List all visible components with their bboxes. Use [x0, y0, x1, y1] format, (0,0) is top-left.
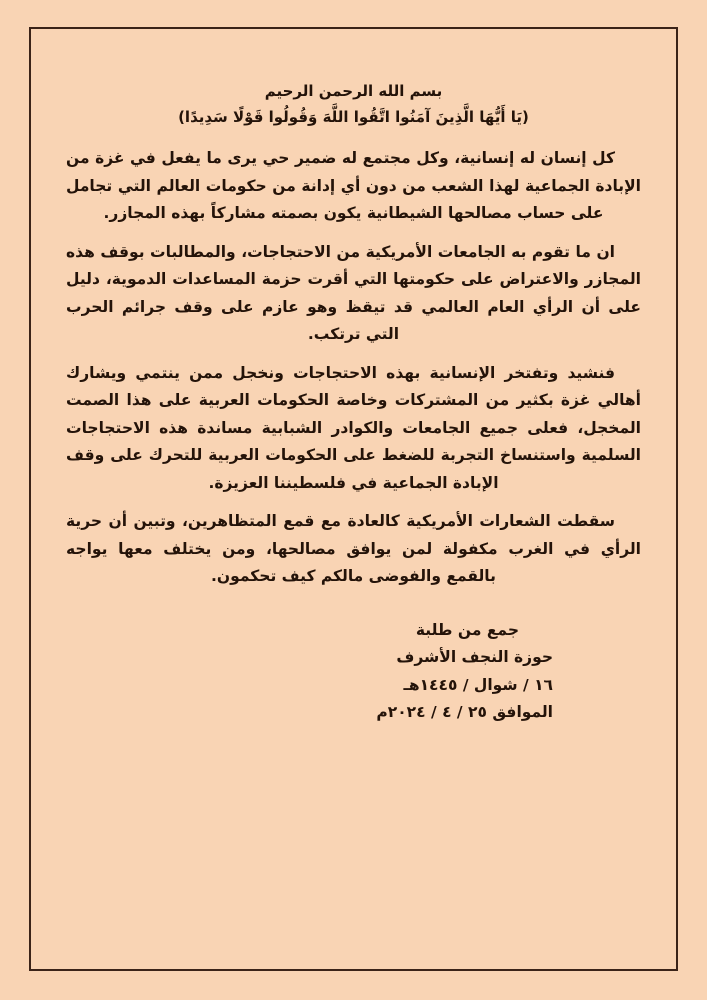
document-body: [66, 145, 641, 591]
quranic-verse-line: (يَا أَيُّهَا الَّذِينَ آمَنُوا اتَّقُوا اللَّهَ وَقُولُوا قَوْلًا سَدِيدًا): [178, 108, 529, 126]
body-paragraph-4: سقطت الشعارات الأمريكية كالعادة مع قمع المتظاهرين، وتبين أن حرية الرأي في الغرب مكفولة لمن يوافق مصالحها، ومن يختلف معها يواجه بالقمع والفوضى مالكم كيف تحكمون.: [66, 512, 641, 585]
body-paragraph-3: فنشيد وتفتخر الإنسانية بهذه الاحتجاجات ونخجل ممن ينتمي ويشارك أهالي غزة بكثير من المشتركات وخاصة الحكومات العربية على هذا الصمت المخجل، فعلى جميع الجامعات والكوادر الشبابية مساندة هذه الاحتجاجات السلمية واستنساخ التجربة للضغط على الحكومات العربية للتحرك على وقف الإبادة الجماعية في فلسطيننا العزيزة.: [66, 363, 641, 492]
signature-author: جمع من طلبة: [415, 620, 519, 639]
signature-block: [66, 617, 553, 727]
signature-institution: حوزة النجف الأشرف: [396, 648, 553, 666]
signature-gregorian-date: الموافق ٢٥ / ٤ / ٢٠٢٤م: [376, 703, 553, 721]
document-content: [66, 78, 641, 727]
body-paragraph-2: ان ما تقوم به الجامعات الأمريكية من الاحتجاجات، والمطالبات بوقف هذه المجازر والاعتراض على حكومتها التي أقرت حزمة المساعدات الدموية، دليل على أن الرأي العام العالمي قد تيقظ وهو عازم على وقف جرائم الحرب التي ترتكب.: [66, 242, 641, 343]
document-header: [66, 78, 641, 131]
basmala-line: بسم الله الرحمن الرحيم: [264, 82, 443, 100]
body-paragraph-1: كل إنسان له إنسانية، وكل مجتمع له ضمير حي يرى ما يفعل في غزة من الإبادة الجماعية لهذا الشعب من دون أي إدانة من حكومات العالم التي تجامل على حساب مصالحها الشيطانية يكون بصمته مشاركاً بهذه المجازر.: [66, 149, 641, 222]
signature-hijri-date: ١٦ / شوال / ١٤٤٥هـ: [403, 675, 553, 694]
